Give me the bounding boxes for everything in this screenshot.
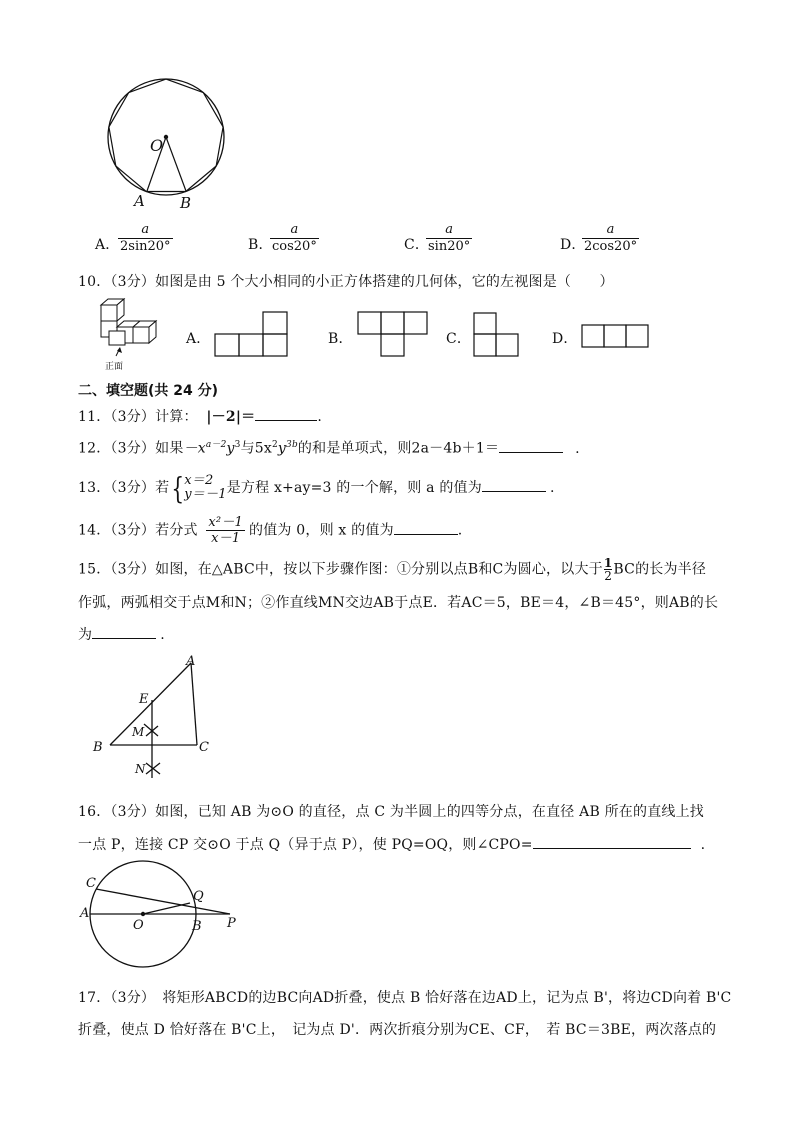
q15-line3b: . [160,627,165,643]
q9-option-c-den: sin20° [428,239,471,254]
q9-option-c-letter: C． [404,237,430,253]
q9-option-d-den: 2cos20° [584,239,638,254]
q10-text: 10．（3分）如图是由 5 个大小相同的小正方体搭建的几何体，它的左视图是（ ） [78,274,614,290]
q12-sup4: 3b [286,440,298,450]
q15-label-c: C [199,740,209,755]
q9-option-b-num: a [270,222,319,239]
q12-sup2: 3 [234,440,241,450]
q15-half-den: 2 [604,569,613,583]
q15-label-e: E [139,692,149,707]
q9-option-d-num: a [582,222,639,239]
q13-end: . [549,480,555,496]
q12-sup1: a－2 [205,440,227,450]
q14-den: x－1 [211,531,241,546]
q9-option-b-letter: B． [248,237,273,253]
q16-line2a: 一点 P，连接 CP 交⊙O 于点 Q（异于点 P），使 PQ=OQ，则∠CPO= [78,837,533,853]
q12-sup3: 2 [271,440,278,450]
q11-end: . [317,409,322,425]
q10-option-b: B． [328,331,353,347]
q10-front-label: 正面 [105,362,124,372]
q16-label-o: O [133,918,144,933]
q14-after: 的值为 0，则 x 的值为 [249,522,394,539]
q9-option-a-letter: A． [95,237,120,253]
q13-sys1: x＝2 [184,473,214,488]
q12-after: 的和是单项式，则2a－4b＋1＝ [297,440,500,457]
q15-line3a: 为 [78,627,93,643]
q12-expr2: y [226,440,235,457]
q12-mid: 与5x [240,440,272,457]
q13-after: 是方程 x+ay=3 的一个解，则 a 的值为 [226,480,482,496]
q9-label-b: B [180,194,192,212]
q15-label-b: B [93,740,103,755]
q15-label-n: N [135,762,146,776]
q16-label-b: B [192,919,202,934]
q15-line1a: 15．（3分）如图，在△ABC中，按以下步骤作图：①分别以点B和C为圆心，以大于 [78,561,603,578]
q17-line1: 17．（3分） 将矩形ABCD的边BC向AD折叠，使点 B 恰好落在边AD上，记为点 B'，将边CD向着 B'C [78,990,732,1006]
section-title: 二、填空题(共 24 分) [78,383,219,399]
q12-prefix: 12．（3分）如果 [78,440,184,457]
q15-half-num: 1 [603,556,613,570]
q13-sys2: y＝－1 [184,487,227,502]
q15-label-a: A [186,654,196,669]
q16-line2b: . [700,837,706,853]
q16-label-a: A [80,906,90,921]
q9-label-o: O [150,136,164,155]
q9-option-b-den: cos20° [272,239,317,254]
q16-label-p: P [227,916,236,931]
q11-expr: |－2|＝ [206,409,256,425]
q17-line2: 折叠，使点 D 恰好落在 B'C上， 记为点 D'．两次折痕分别为CE、CF， 若 BC＝3BE，两次落点的 [78,1022,717,1038]
q15-line2: 作弧，两弧相交于点M和N；②作直线MN交边AB于点E．若AC＝5，BE＝4，∠B＝45°，则AB的长 [78,595,719,611]
q14-prefix: 14．（3分）若分式 [78,522,198,539]
q12-end: . [575,440,580,457]
q10-option-a: A． [186,331,211,347]
q12-expr3: y [277,440,287,457]
q11-prefix: 11．（3分）计算： [78,409,198,425]
q14-end: . [457,522,463,539]
q13-prefix: 13．（3分）若 [78,480,170,496]
q14-num: x²－1 [208,515,244,530]
q13-brace: { [171,470,185,506]
q16-label-q: Q [193,889,204,904]
q9-option-d-letter: D． [560,237,586,253]
q12-expr1: －x [183,440,206,457]
q15-label-m: M [132,725,145,739]
q10-option-d: D． [552,331,578,347]
q16-label-c: C [86,876,96,891]
q9-option-c-num: a [426,222,472,239]
q9-label-a: A [134,192,145,210]
q10-option-c: C． [446,331,472,347]
q15-line1b: BC的长为半径 [613,561,707,578]
q16-line1: 16．（3分）如图，已知 AB 为⊙O 的直径，点 C 为半圆上的四等分点，在直径 AB 所在的直线上找 [78,804,704,820]
q9-option-a-den: 2sin20° [120,239,171,254]
q9-option-a-num: a [118,222,173,239]
